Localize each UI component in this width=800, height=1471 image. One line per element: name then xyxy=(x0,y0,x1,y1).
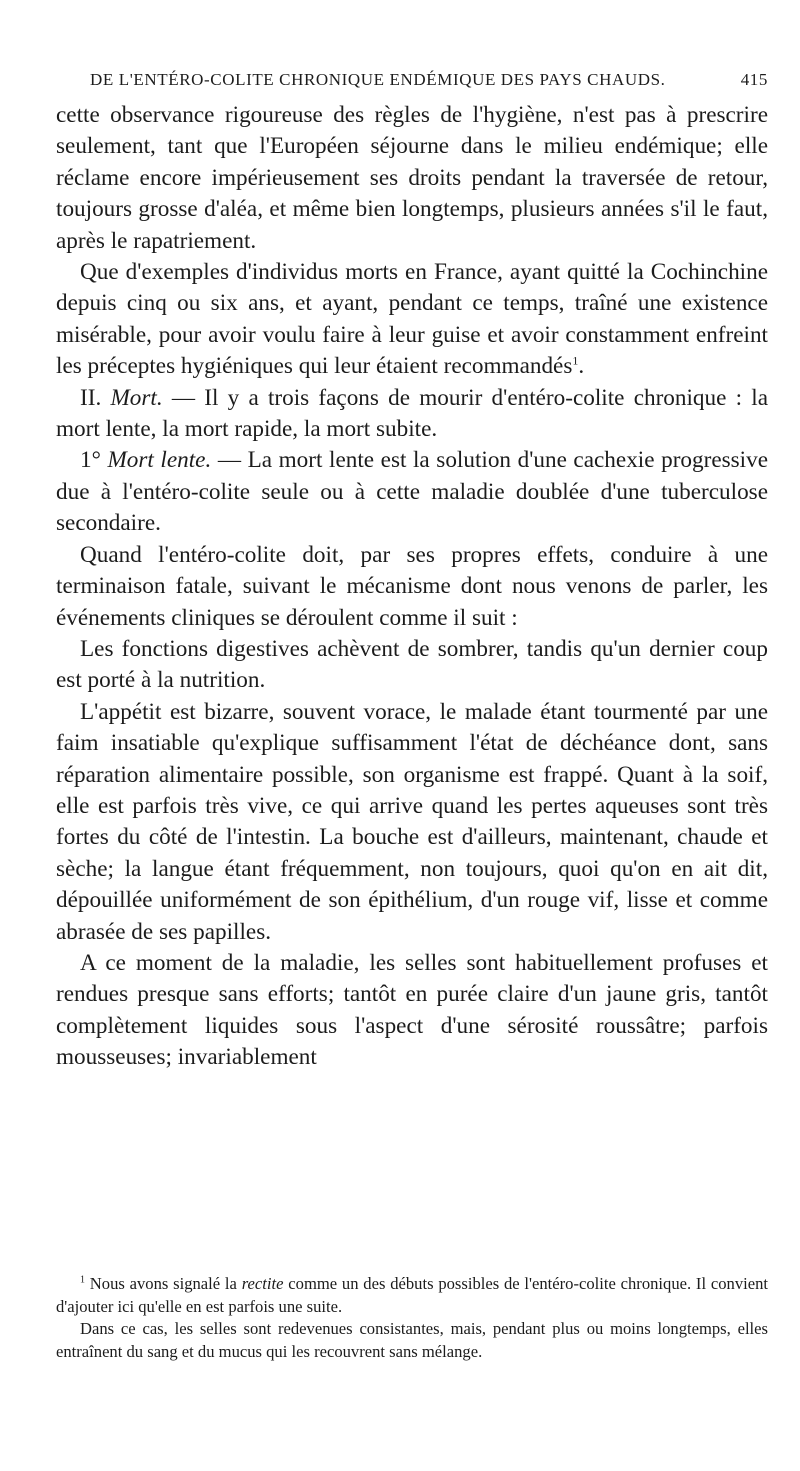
subsection-heading-paragraph: 1° Mort lente. — La mort lente est la solution d'une cachexie progressive due à l'entéro-colite seule ou à cette maladie doublée d'une tuberculose secondaire. xyxy=(56,447,768,537)
footnote-reference: 1 xyxy=(572,353,579,368)
paragraph: A ce moment de la maladie, les selles sont habituellement profuses et rendues presque sans efforts; tantôt en purée claire d'un jaune gris, tantôt complètement liquides sous l'aspect d'une sérosité roussâtre; parfois mousseuses; invariablement xyxy=(56,949,768,1071)
paragraph: L'appétit est bizarre, souvent vorace, le malade étant tourmenté par une faim insatiable qu'explique suffisamment l'état de déchéance dont, sans réparation alimentaire possible, son organisme est frappé. Quant à la soif, elle est parfois très vive, ce qui arrive quand les pertes aqueuses sont très fortes du côté de l'intestin. La bouche est d'ailleurs, maintenant, chaude et sèche; la langue étant fréquemment, non toujours, quoi qu'on en ait dit, dépouillée uniformément de son épithélium, d'un rouge vif, lisse et comme abrasée de ses papilles. xyxy=(56,698,768,945)
page-number: 415 xyxy=(740,70,768,89)
subsection-title: Mort lente. xyxy=(107,447,212,474)
footnote: $^1$ Nous avons signalé la rectite comme un des débuts possibles de l'entéro-colite chronique. Il convient d'ajouter ici qu'elle en est parfois une suite. xyxy=(56,1274,768,1316)
body-text xyxy=(56,100,768,1074)
running-title: DE L'ENTÉRO-COLITE CHRONIQUE ENDÉMIQUE DES PAYS CHAUDS. xyxy=(90,70,666,89)
footnotes xyxy=(56,1273,768,1363)
section-heading-paragraph: II. Mort. — Il y a trois façons de mourir d'entéro-colite chronique : la mort lente, la mort rapide, la mort subite. xyxy=(56,384,769,443)
paragraph: Quand l'entéro-colite doit, par ses propres effets, conduire à une terminaison fatale, suivant le mécanisme dont nous venons de parler, les événements cliniques se déroulent comme il suit : xyxy=(56,541,768,631)
section-title: Mort. xyxy=(110,384,163,411)
book-page xyxy=(56,70,768,1074)
running-head xyxy=(56,70,768,90)
footnote-marker: 1 xyxy=(80,1274,85,1286)
paragraph: cette observance rigoureuse des règles de l'hygiène, n'est pas à prescrire seulement, tant que l'Européen séjourne dans le milieu endémique; elle réclame encore impérieusement ses droits pendant la traversée de retour, toujours grosse d'aléa, et même bien longtemps, plusieurs années s'il le faut, après le rapatriement. xyxy=(56,102,768,254)
footnote-continuation: Dans ce cas, les selles sont redevenues consistantes, mais, pendant plus ou moins longtemps, elles entraînent du sang et du mucus qui les recouvrent sans mélange. xyxy=(56,1319,768,1361)
paragraph: Les fonctions digestives achèvent de sombrer, tandis qu'un dernier coup est porté à la nutrition. xyxy=(56,635,768,694)
paragraph: Que d'exemples d'individus morts en France, ayant quitté la Cochinchine depuis cinq ou six ans, et ayant, pendant ce temps, traîné une existence misérable, pour avoir voulu faire à leur guise et avoir constamment enfreint les préceptes hygiéniques qui leur étaient recommandés$^1$. xyxy=(56,259,768,380)
